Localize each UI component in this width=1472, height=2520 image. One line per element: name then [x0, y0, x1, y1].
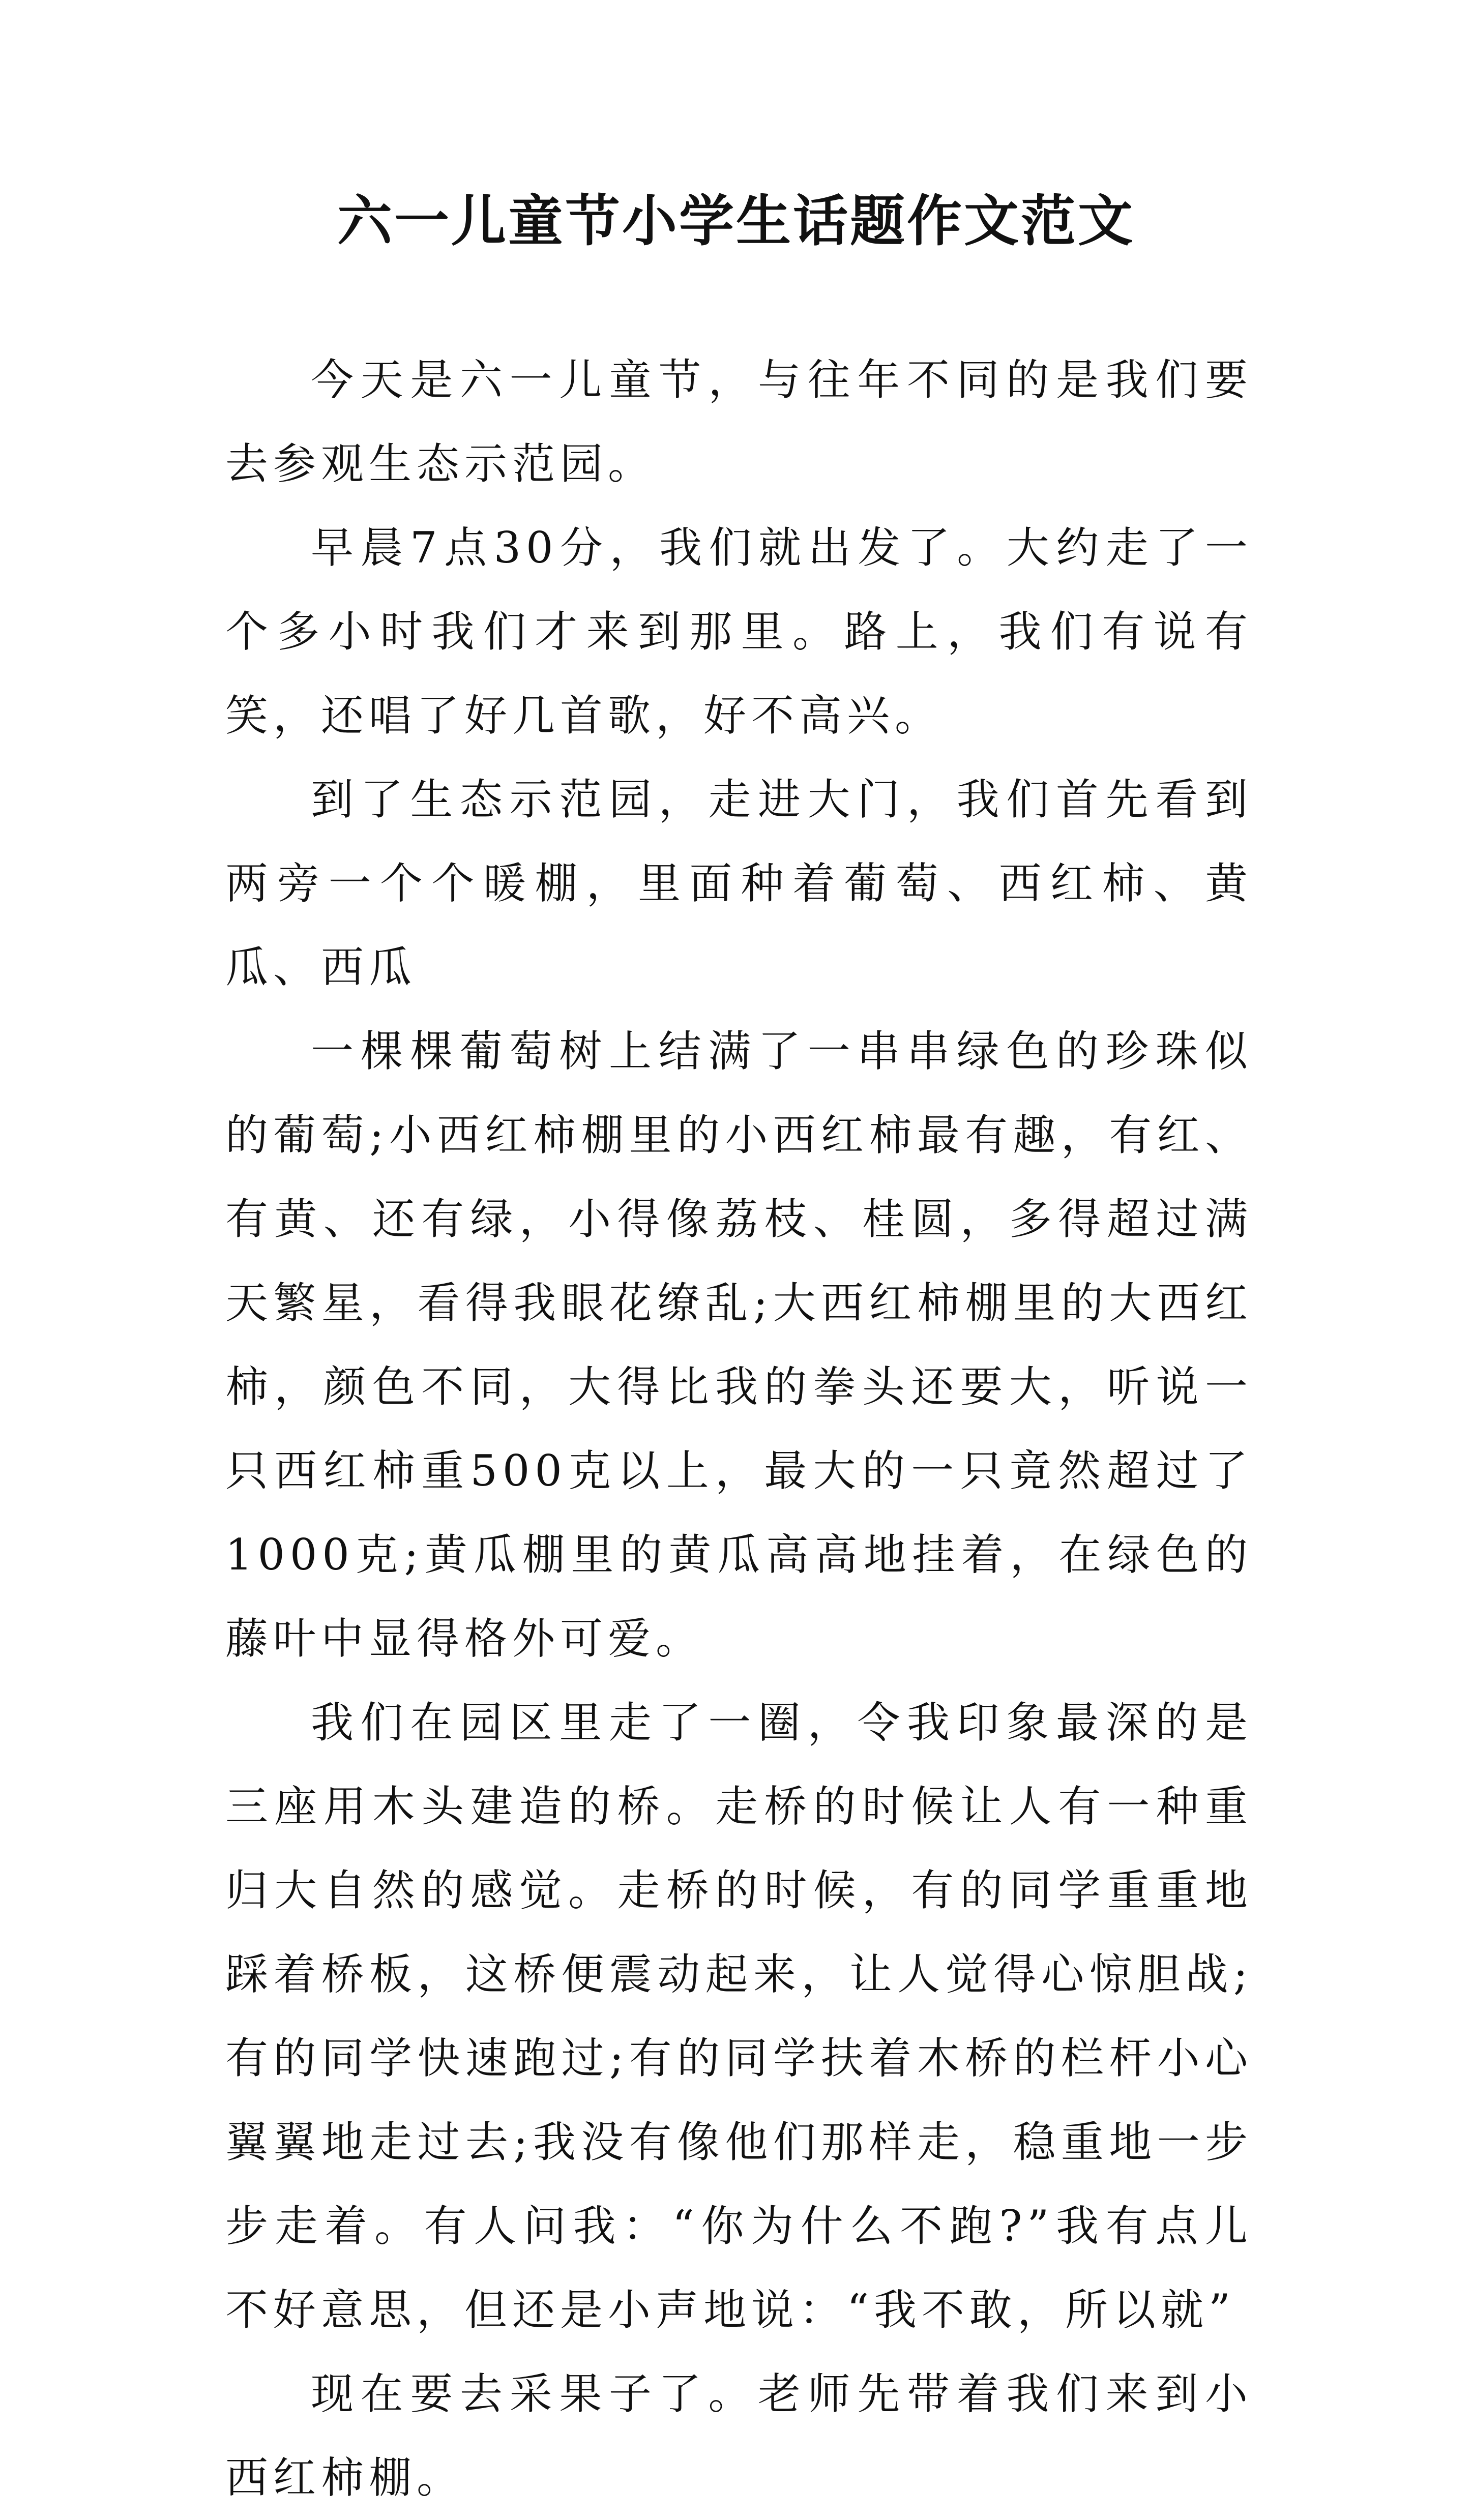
document-body [225, 338, 1253, 2520]
paragraph: 到了生态示范园，走进大门，我们首先看到两旁一个个暖棚，里面种着葡萄、西红柿、黄瓜、西瓜 [225, 775, 1253, 992]
paragraph: 今天是六一儿童节，与往年不同的是我们要去参观生态示范园。 [225, 355, 1253, 489]
paragraph: 一棵棵葡萄树上结满了一串串绿色的珍珠似的葡萄;小西红柿棚里的小西红柿最有趣，有红、有黄、还有绿，小得像荔枝、桂圆，多得超过满天繁星，看得我眼花缭乱;大西红柿棚里的大西红柿，颜色不同，大得比我的拳头还要大，听说一只西红柿重500克以上，最大的一只竟然超过了1000克;黄瓜棚里的黄瓜高高地挂着，在绿色的藤叶中显得格外可爱。 [225, 1026, 1253, 1664]
document-title: 六一儿童节小学生话题作文范文 [337, 189, 1135, 253]
paragraph: 早晨7点30分，我们就出发了。大约走了一个多小时我们才来到那里。路上，我们有说有笑，还唱了好几首歌，好不高兴。 [225, 523, 1253, 740]
paragraph: 现在要去采果子了。老师先带着我们来到小西红柿棚。 [225, 2369, 1253, 2503]
paragraph: 我们在园区里走了一圈，令我印象最深的是三座用木头建造的桥。走桥的时候让人有一种重归大自然的感觉。走桥的时候，有的同学重重地踩着桥板，这桥便震动起来，让人觉得心惊胆战;有的同学快速跑过;有的同学扶着木桥的栏杆小心翼翼地走过去;我没有像他们那样走，稳重地一步步走着。有人问我：“你为什么不跑?”我有点儿不好意思，但还是小声地说：“我不敢，所以就” [225, 1698, 1253, 2335]
